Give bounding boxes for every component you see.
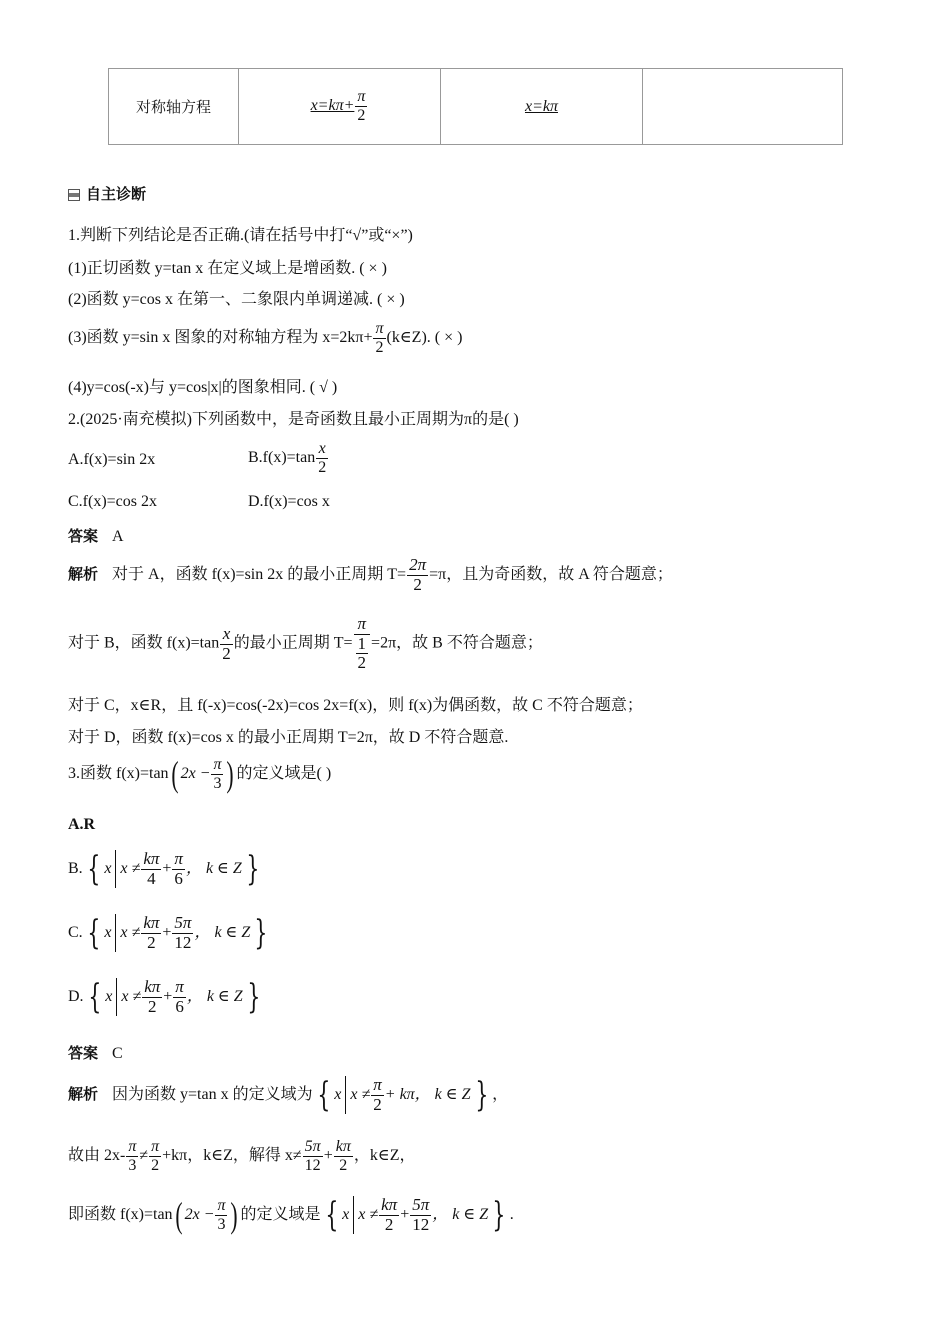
q2-option-a: A.f(x)=sin 2x — [68, 451, 156, 468]
q1-item-2: (2)函数 y=cos x 在第一、二象限内单调递减. ( × ) — [68, 291, 405, 308]
q2-explanation-3: 对于 C，x∈R，且 f(-x)=cos(-2x)=cos 2x=f(x)，则 f(x)为偶函数，故 C 不符合题意； — [68, 697, 643, 714]
section-square-icon — [68, 189, 80, 201]
q3-stem: 3.函数 f(x)=tan( 2x − $\frac{\pi}{3}$ ) 的定义域是( ) — [68, 754, 332, 795]
q3-option-d: D. { x x ≠ $\frac{k\pi}{2}$ + $\frac{\pi}{6}$ ， k ∈ Z } — [68, 977, 260, 1018]
q2-explanation-4: 对于 D，函数 f(x)=cos x 的最小正周期 T=2π，故 D 不符合题意. — [68, 729, 509, 746]
q3-explanation-1: 解析 因为函数 y=tan x 的定义域为 { x x ≠ $\frac{\pi}{2}$ + kπ， k ∈ Z } ， — [68, 1075, 509, 1116]
q2-option-b: B.f(x)=tan $\frac{x}{2}$ — [248, 440, 327, 476]
q1-item-4: (4)y=cos(-x)与 y=cos|x|的图象相同. ( √ ) — [68, 379, 338, 396]
symmetry-axis-table — [108, 68, 843, 145]
q2-option-d: D.f(x)=cos x — [248, 493, 330, 510]
q3-option-b: B. { x x ≠ $\frac{k\pi}{4}$ + $\frac{\pi}{6}$ ， k ∈ Z } — [68, 849, 260, 890]
q3-answer: 答案 C — [68, 1044, 123, 1062]
q2-stem: 2.(2025·南充模拟)下列函数中，是奇函数且最小正周期为π的是( ) — [68, 411, 519, 428]
q1-item-1: (1)正切函数 y=tan x 在定义域上是增函数. ( × ) — [68, 260, 387, 277]
q3-explanation-3: 即函数 f(x)=tan( 2x − $\frac{\pi}{3}$ ) 的定义域是 { x x ≠ $\frac{k\pi}{2}$ + $\frac{5\pi}{12}$ ， k ∈ Z } . — [68, 1195, 514, 1236]
section-header: 自主诊断 — [68, 183, 146, 204]
q1-stem: 1.判断下列结论是否正确.(请在括号中打“√”或“×”) — [68, 227, 413, 244]
q1-item-3: (3)函数 y=sin x 图象的对称轴方程为 x=2kπ+ $\frac{\pi}{2}$ (k∈Z). ( × ) — [68, 320, 463, 356]
table-row — [109, 69, 843, 145]
cell-sin-axis: x=kπ+ $\frac{\pi}{2}$ — [239, 69, 441, 145]
cell-empty — [643, 69, 843, 145]
q2-explanation-2: 对于 B，函数 f(x)=tan $\frac{x}{2}$ 的最小正周期 T= $\frac{\pi}{\frac{1}{2}}$ =2π，故 B 不符合题意； — [68, 614, 543, 673]
q2-answer: 答案 A — [68, 527, 124, 545]
q2-explanation-1: 解析 对于 A，函数 f(x)=sin 2x 的最小正周期 T= $\frac{2\pi}{2}$ =π，且为奇函数，故 A 符合题意； — [68, 555, 673, 594]
row-label: 对称轴方程 — [109, 69, 239, 145]
q2-option-c: C.f(x)=cos 2x — [68, 493, 158, 510]
q3-explanation-2: 故由 2x- $\frac{\pi}{3}$ ≠ $\frac{\pi}{2}$ +kπ，k∈Z，解得 x≠ $\frac{5\pi}{12}$ + $\frac{k\pi}{2}$ ，k∈Z， — [68, 1138, 416, 1174]
cell-cos-axis: x=kπ — [441, 69, 643, 145]
q3-option-a: A.R — [68, 816, 96, 833]
q3-option-c: C. { x x ≠ $\frac{k\pi}{2}$ + $\frac{5\pi}{12}$ ， k ∈ Z } — [68, 913, 268, 954]
